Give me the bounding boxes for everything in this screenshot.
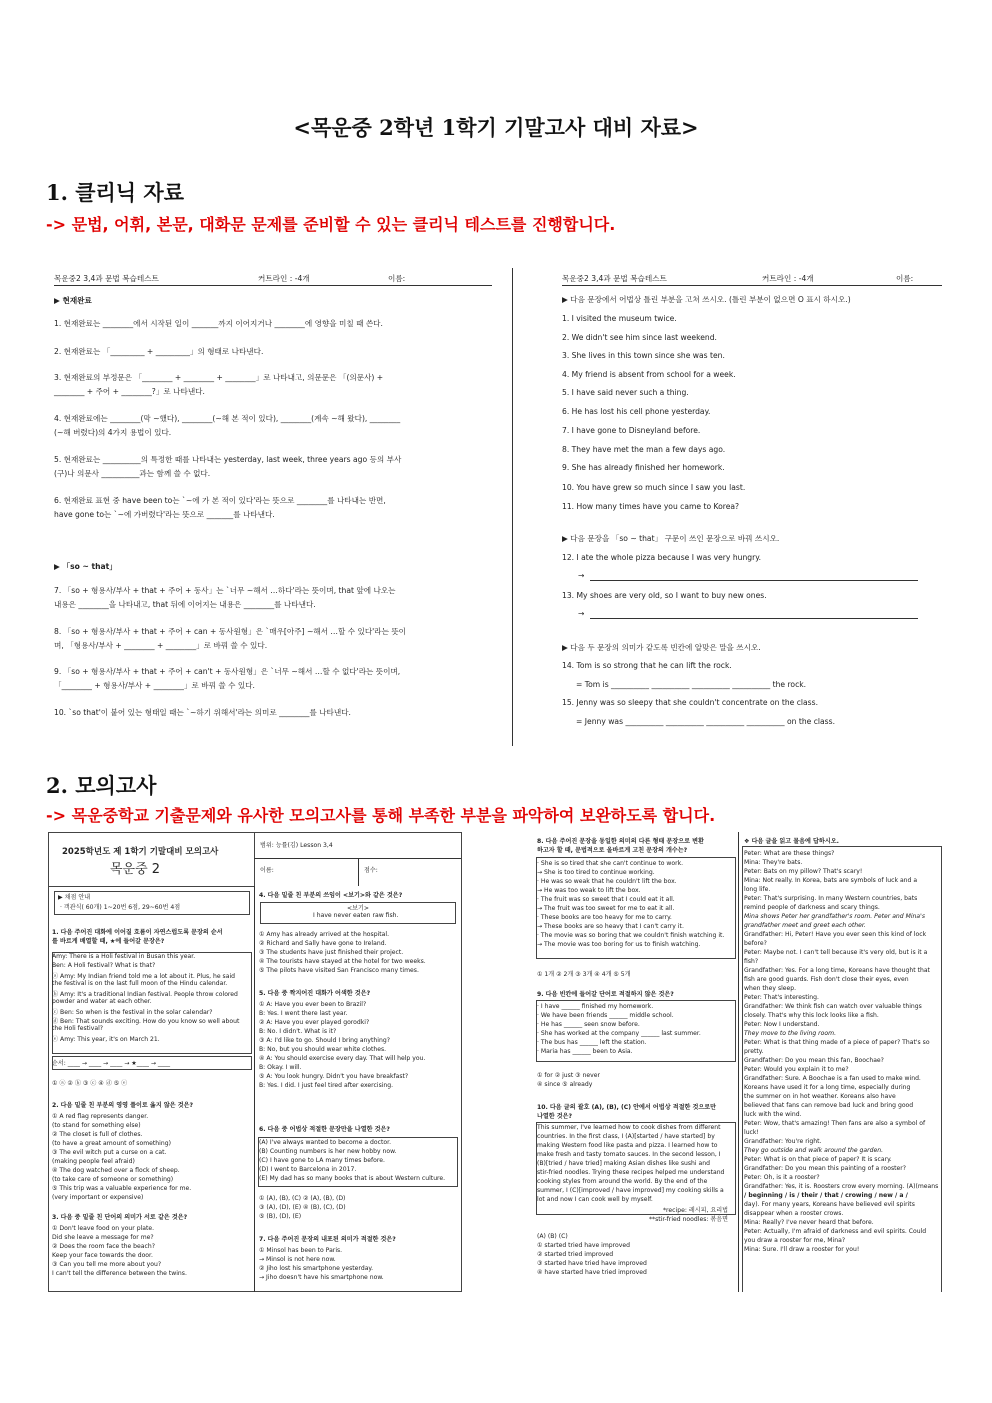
answer-choices: ③ started have tried have improved (537, 1260, 647, 1267)
question-line: ⑤ A: You look hungry. Didn't you have breakfast? (259, 1073, 409, 1080)
question-line: → He was too weak to lift the box. (537, 887, 641, 894)
answer-line (590, 618, 918, 619)
answer-choices: (A) (B) (C) (537, 1233, 568, 1240)
question-line: ① A: Have you ever been to Brazil? (259, 1001, 367, 1008)
page-title: <목운중 2학년 1학기 기말고사 대비 자료> (293, 115, 699, 140)
dialogue-line: fish are good guards. Fish don't close their eyes, even (744, 976, 909, 983)
dialogue-line: Grandfather: Do you mean this painting of a rooster? (744, 1165, 906, 1172)
exam-range: 범위: 능률(김) Lesson 3,4 (260, 842, 333, 849)
clinic-left-line: (~해 버렸다)의 4가지 용법이 있다. (54, 428, 172, 437)
answer-choices: ① (A), (B), (C) ② (A), (B), (D) (259, 1195, 346, 1202)
question-line: B: Okay. I will. (259, 1064, 302, 1071)
clinic-left-line: 7. 「so + 형용사/부사 + that + 주어 + 동사」는 `너무 ~해서 …하다'라는 뜻이며, that 앞에 나오는 (54, 586, 396, 595)
clinic-right-name: 이름: (896, 274, 914, 283)
question-line: (making people feel afraid) (52, 1158, 135, 1165)
passage-line: lot and now I can cook well by myself. (537, 1196, 653, 1203)
exam-school: 목운중 2 (110, 862, 161, 877)
question-line: 하고자 할 때, 문법적으로 올바르게 고친 문장의 개수는? (537, 847, 688, 854)
question-line: ① Minsol has been to Paris. (259, 1247, 343, 1254)
question-line: ③ The students have just finished their project. (259, 949, 404, 956)
clinic-left-line: 5. 현재완료는 __________의 특정한 때를 나타내는 yesterday, last week, three years ago 등의 부사 (54, 455, 402, 464)
clinic-left-line: 2. 현재완료는 「_________ + _________」의 형태로 나타낸다. (54, 347, 264, 356)
dialogue-line: disappear when a rooster crows. (744, 1210, 844, 1217)
dialogue-line: Peter: Would you explain it to me? (744, 1066, 849, 1073)
clinic-left-title: 목운중2 3,4과 문법 복습테스트 (54, 274, 159, 283)
clinic-right-line: 15. Jenny was so sleepy that she couldn't concentrate on the class. (562, 698, 818, 707)
question-line: I can't tell the difference between the twins. (52, 1270, 187, 1277)
clinic-right-line: ▶ 다음 두 문장의 의미가 같도록 빈칸에 알맞은 말을 쓰시오. (562, 643, 761, 652)
question-line: ② Jiho lost his smartphone yesterday. (259, 1265, 374, 1272)
question-line: Ben: A Holi festival? What is that? (52, 962, 156, 969)
dialogue-line: Grandfather: Yes, it is. Roosters crow every morning. (A)(means (744, 1183, 939, 1190)
question-line: Amy: There is a Holi festival in Busan this year. (52, 953, 196, 960)
question-line: B: Yes. I did. I just feel tired after exercising. (259, 1082, 394, 1089)
passage-line: stir-fried noodles. Trying these recipes helped me understand (537, 1169, 725, 1176)
dialogue-line: believed that fans can remove bad luck and bring good (744, 1102, 914, 1109)
clinic-right-line: 8. They have met the man a few days ago. (562, 445, 726, 454)
question-line: ⓐ Amy: My Indian friend told me a lot about it. Plus, he said (52, 973, 236, 980)
dialogue-line: closely. That's why this lock looks like a fish. (744, 1012, 879, 1019)
dialogue-line: Mina: Sure. I'll draw a rooster for you! (744, 1246, 860, 1253)
dialogue-line: you draw a rooster for me, Mina? (744, 1237, 846, 1244)
clinic-left-line: 며, 「형용사/부사 + ________ + ________」로 바꿔 쓸 수 있다. (54, 641, 268, 650)
clinic-left-line: 3. 현재완료의 부정문은 「________ + ________ + ________」로 나타내고, 의문문은 「(의문사) + (54, 373, 384, 382)
question-line: · He was so weak that he couldn't lift the box. (537, 878, 677, 885)
answer-choices: ⑤ (B), (D), (E) (259, 1213, 302, 1220)
clinic-right-line: 13. My shoes are very old, so I want to buy new ones. (562, 591, 767, 600)
dialogue-line: Koreans have used it for a long time, especially during (744, 1084, 911, 1091)
clinic-right-line: 4. My friend is absent from school for a week. (562, 370, 736, 379)
question-line: ⓔ Amy: This year, it's on March 21. (52, 1036, 160, 1043)
header-rule (358, 858, 359, 886)
question-6: 6. 다음 중 어법상 적절한 문장만을 나열한 것은? (259, 1126, 390, 1133)
dialogue-line: Grandfather: Hi, Peter! Have you ever seen this kind of lock (744, 931, 927, 938)
clinic-right-line: 14. Tom is so strong that he can lift the rock. (562, 661, 732, 670)
answer-choices: ① for ② just ③ never (537, 1072, 601, 1079)
clinic-right-line: ▶ 다음 문장에서 어법상 틀린 부분을 고쳐 쓰시오. (틀린 부분이 없으면 O 표시 하시오.) (562, 295, 851, 304)
example-sentence: I have never eaten raw fish. (313, 912, 399, 919)
question-5: 5. 다음 중 짝지어진 대화가 어색한 것은? (259, 990, 371, 997)
passage-line: cooking styles from around the world. By the end of the (537, 1178, 708, 1185)
scoring-notice: ▶ 채점 안내 · 객관식( 60개) 1~20번 6점, 29~60번 4점 (58, 894, 181, 911)
question-line: · We have been friends ______ middle school. (537, 1012, 674, 1019)
question-2: 2. 다음 밑줄 친 부분의 영영 풀이로 옳지 않은 것은? (52, 1102, 194, 1109)
clinic-left-line: 「________ + 형용사/부사 + ________」로 바꿔 쓸 수 있다. (54, 681, 255, 690)
question-line: → She is too tired to continue working. (537, 869, 655, 876)
question-4: 4. 다음 밑줄 친 부분의 쓰임이 <보기>와 같은 것은? (259, 892, 403, 899)
dialogue-line: Peter: What is that thing made of a piece of paper? That's so (744, 1039, 930, 1046)
question-line: → The fruit was too sweet for me to eat it all. (537, 905, 675, 912)
question-line: ⑤ This trip was a valuable experience for me. (52, 1185, 192, 1192)
question-line: (B) Counting numbers is her new hobby now. (259, 1148, 397, 1155)
exam-score: 점수: (364, 867, 378, 874)
dialogue-line: Mina: They're bats. (744, 859, 803, 866)
dialogue-line: Grandfather: We think fish can watch over valuable things (744, 1003, 922, 1010)
question-line: → The movie was too boring for us to finish watching. (537, 941, 701, 948)
page-divider (512, 268, 513, 746)
dialogue-line: when they sleep. (744, 985, 797, 992)
dialogue-line: Peter: Wow, that's amazing! Then fans are also a symbol of (744, 1120, 926, 1127)
clinic-right-line: ▶ 다음 문장을 「so ~ that」 구문이 쓰인 문장으로 바꿔 쓰시오. (562, 534, 780, 543)
passage-line: summer, I (C)[improved / have improved] my cooking skills a (537, 1187, 724, 1194)
question-line: → These books are so heavy that I can't carry it. (537, 923, 684, 930)
question-line: ② A: Have you ever played gorodki? (259, 1019, 370, 1026)
section2-description: -> 목운중학교 기출문제와 유사한 모의고사를 통해 부족한 부분을 파악하여 보완하도록 합니다. (46, 806, 716, 825)
question-line: ② Does the room face the beach? (52, 1243, 155, 1250)
question-line: · She has worked at the company ______ last summer. (537, 1030, 701, 1037)
question-line: powder and water at each other. (52, 998, 152, 1005)
question-line: · I have ______ finished my homework. (537, 1003, 654, 1010)
dialogue-line: Grandfather: Do you mean this fan, Boochae? (744, 1057, 884, 1064)
answer-choices: ② started tried improved (537, 1251, 614, 1258)
dialogue-line: before? (744, 940, 767, 947)
passage-heading: ❖ 다음 글을 읽고 물음에 답하시오. (744, 838, 839, 845)
clinic-right-line: 11. How many times have you came to Korea? (562, 502, 740, 511)
question-line: · Maria has ______ been to Asia. (537, 1048, 633, 1055)
question-line: · He has ______ seen snow before. (537, 1021, 640, 1028)
question-line: ⓓ Ben: That sounds exciting. How do you know so well about (52, 1018, 240, 1025)
clinic-right-cutline: 커트라인 : -4개 (762, 274, 814, 283)
dialogue-line: Peter: What is on that piece of paper? It is scary. (744, 1156, 892, 1163)
header-rule (562, 285, 942, 286)
dialogue-line: pretty. (744, 1048, 764, 1055)
clinic-right-line: 9. She has already finished her homework. (562, 463, 725, 472)
clinic-right-line: 6. He has lost his cell phone yesterday. (562, 407, 711, 416)
dialogue-line: day). For many years, Koreans have believed evil spirits (744, 1201, 915, 1208)
question-line: ④ The dog watched over a flock of sheep. (52, 1167, 180, 1174)
question-line: ② The closet is full of clothes. (52, 1131, 143, 1138)
dialogue-line: Peter: That's interesting. (744, 994, 819, 1001)
section2-heading: 2. 모의고사 (46, 773, 157, 798)
question-line: B: Yes. I went there last year. (259, 1010, 348, 1017)
question-line: ⑤ The pilots have visited San Francisco many times. (259, 967, 419, 974)
passage-line: This summer, I've learned how to cook dishes from different (537, 1124, 721, 1131)
clinic-left-line: (구)나 의문사 __________과는 함께 쓸 수 없다. (54, 469, 211, 478)
question-line: Keep your face towards the door. (52, 1252, 153, 1259)
section1-description: -> 문법, 어휘, 본문, 대화문 문제를 준비할 수 있는 클리닉 테스트를 진행합니다. (46, 215, 616, 234)
question-7: 7. 다음 주어진 문장의 내포된 의미가 적절한 것은? (259, 1236, 396, 1243)
question-line: (to stand for something else) (52, 1122, 141, 1129)
question-line: (very important or expensive) (52, 1194, 144, 1201)
dialogue-line: / beginning / is / their / that / crowing / new / a / (744, 1192, 908, 1199)
dialogue-line: Grandfather: Sure. A Boochae is a fan used to make wind. (744, 1075, 921, 1082)
question-line: → Jiho doesn't have his smartphone now. (259, 1274, 384, 1281)
dialogue-line: Mina: Really? I've never heard that before. (744, 1219, 874, 1226)
answer-line (590, 580, 918, 581)
dialogue-line: luck! (744, 1129, 759, 1136)
question-line: Did she leave a message for me? (52, 1234, 154, 1241)
question-3: 3. 다음 중 밑줄 친 단어의 의미가 서로 같은 것은? (52, 1214, 188, 1221)
question-line: ① Don't leave food on your plate. (52, 1225, 155, 1232)
question-line: · These books are too heavy for me to carry. (537, 914, 672, 921)
question-line: ③ The evil witch put a curse on a cat. (52, 1149, 167, 1156)
question-line: the festival is on the last full moon of the Hindu calendar. (52, 980, 228, 987)
dialogue-line: Grandfather: Yes. For a long time, Koreans have thought that (744, 967, 930, 974)
clinic-left-line: 6. 현재완료 표현 중 have been to는 `~에 가 본 적이 있다'라는 뜻으로 ________를 나타내는 반면, (54, 496, 386, 505)
question-line: ④ The tourists have stayed at the hotel for two weeks. (259, 958, 426, 965)
dialogue-line: Mina: Not really. In Korea, bats are symbols of luck and a (744, 877, 918, 884)
clinic-left-line: ________ + 주어 + ________?」로 나타낸다. (54, 387, 205, 396)
dialogue-line: remind people of darkness and scary things. (744, 904, 880, 911)
exam-name: 이름: (260, 867, 274, 874)
question-line: (C) I have gone to LA many times before. (259, 1157, 385, 1164)
question-1: 1. 다음 주어진 대화에 이어질 흐름이 자연스럽도록 문장의 순서 (52, 929, 223, 936)
question-line: ② Richard and Sally have gone to Ireland. (259, 940, 387, 947)
dialogue-line: Peter: What are these things? (744, 850, 835, 857)
clinic-left-line: 10. `so that'이 붙어 있는 형태일 때는 `~하기 위해서'라는 의미로 ________를 나타낸다. (54, 708, 351, 717)
question-line: → Minsol is not here now. (259, 1256, 336, 1263)
question-9: 9. 다음 빈칸에 들어갈 단어로 적절하지 않은 것은? (537, 991, 674, 998)
dialogue-line: Peter: Actually, I'm afraid of darkness and evil spirits. Could (744, 1228, 927, 1235)
question-line: ③ Can you tell me more about you? (52, 1261, 162, 1268)
section1-heading: 1. 클리닉 자료 (46, 180, 184, 205)
dialogue-line: luck with the wind. (744, 1111, 802, 1118)
clinic-left-page (48, 268, 500, 746)
question-line: 를 바르게 배열할 때, ★에 들어갈 문장은? (52, 938, 165, 945)
clinic-left-line: have gone to는 `~에 가버렸다'라는 뜻으로 _______를 나타낸다. (54, 510, 275, 519)
clinic-left-line: 9. 「so + 형용사/부사 + that + 주어 + can't + 동사원형」은 `너무 ~해서 …할 수 없다'라는 뜻이며, (54, 667, 401, 676)
passage-line: (B)[tried / have tried] making Asian dishes like sushi and (537, 1160, 710, 1167)
example-label: <보기> (347, 905, 369, 912)
answer-choices: ① started tried have improved (537, 1242, 630, 1249)
question-line: ① Amy has already arrived at the hospital. (259, 931, 390, 938)
dialogue-line: Peter: Maybe not. I can't tell because it's very old, but is it a (744, 949, 928, 956)
clinic-right-line: 2. We didn't see him since last weekend. (562, 333, 717, 342)
question-line: (A) I've always wanted to become a doctor. (259, 1139, 392, 1146)
passage-line: countries. In the first class, I (A)[started / have started] by (537, 1133, 715, 1140)
passage-line: make fresh and tasty tomato sauces. In the second lesson, I (537, 1151, 721, 1158)
dialogue-line: Grandfather: You're right. (744, 1138, 822, 1145)
clinic-left-line: 4. 현재완료에는 ________(막 ~했다), ________(~해 본 적이 있다), ________(계속 ~해 왔다), ________ (54, 414, 401, 423)
clinic-right-line: 12. I ate the whole pizza because I was very hungry. (562, 553, 762, 562)
footnote: **stir-fried noodles: 볶음면 (649, 1216, 729, 1223)
question-line: ④ A: You should exercise every day. That will help you. (259, 1055, 426, 1062)
footnote: *recipe: 레시피, 요리법 (663, 1207, 729, 1214)
stage-direction: grandfather meet and greet each other. (744, 922, 866, 929)
column-divider (738, 832, 739, 1292)
question-line: (to take care of someone or something) (52, 1176, 174, 1183)
question-line: · She is so tired that she can't continue to work. (537, 860, 684, 867)
question-line: 순서: ____ → ____ → ____ → ★____ → ____ (52, 1060, 171, 1067)
clinic-left-name: 이름: (388, 274, 406, 283)
question-line: B: No. I didn't. What is it? (259, 1028, 337, 1035)
answer-choices: ④ have started have tried improved (537, 1269, 647, 1276)
dialogue-line: Peter: Oh, is it a rooster? (744, 1174, 820, 1181)
question-line: ① A red flag represents danger. (52, 1113, 149, 1120)
clinic-right-line: 3. She lives in this town since she was ten. (562, 351, 725, 360)
clinic-left-line: 8. 「so + 형용사/부사 + that + 주어 + can + 동사원형」은 `매우[아주] ~해서 …할 수 있다'라는 뜻이 (54, 627, 406, 636)
clinic-right-line: 7. I have gone to Disneyland before. (562, 426, 701, 435)
stage-direction: They move to the living room. (744, 1030, 837, 1037)
answer-choices: ① 1개 ② 2개 ③ 3개 ④ 4개 ⑤ 5개 (537, 971, 631, 978)
question-10: 10. 다음 글의 괄호 (A), (B), (C) 안에서 어법상 적절한 것으로만 (537, 1104, 717, 1111)
question-line: ⓒ Ben: So when is the festival in the solar calendar? (52, 1009, 213, 1016)
question-line: (to have a great amount of something) (52, 1140, 171, 1147)
question-line: ⓑ Amy: It's a traditional Indian festival. People throw colored (52, 991, 238, 998)
clinic-left-cutline: 커트라인 : -4개 (258, 274, 310, 283)
clinic-left-line: ▶ 현재완료 (54, 296, 92, 305)
question-line: (E) My dad has so many books that is about Western culture. (259, 1175, 446, 1182)
clinic-right-title: 목운중2 3,4과 문법 복습테스트 (562, 274, 667, 283)
dialogue-line: fish? (744, 958, 759, 965)
clinic-left-line: 1. 현재완료는 ________에서 시작된 일이 _______까지 이어지거나 ________에 영향을 미칠 때 쓴다. (54, 319, 383, 328)
stage-direction: They go outside and walk around the garden. (744, 1147, 884, 1154)
dialogue-line: long life. (744, 886, 771, 893)
question-line: · The bus has ______ left the station. (537, 1039, 647, 1046)
clinic-right-page (512, 268, 944, 746)
answer-arrow: → (578, 609, 585, 618)
answer-choices: ③ (A), (D), (E) ④ (B), (C), (D) (259, 1204, 346, 1211)
clinic-right-line: = Jenny was __________ __________ __________ __________ on the class. (576, 717, 835, 726)
question-line: · The movie was so boring that we couldn't finish watching it. (537, 932, 725, 939)
exam-school-year: 2025학년도 제 1학기 기말대비 모의고사 (62, 847, 219, 857)
passage-line: making Western food like pasta and pizza. I learned how to (537, 1142, 718, 1149)
clinic-right-line: 1. I visited the museum twice. (562, 314, 677, 323)
clinic-left-line: 내용은 ________을 나타내고, that 뒤에 이어지는 내용은 ________를 나타낸다. (54, 600, 316, 609)
answer-choices: ④ since ⑤ already (537, 1081, 593, 1088)
dialogue-line: Peter: Bats on my pillow? That's scary! (744, 868, 863, 875)
question-line: ③ A: I'd like to go. Should I bring anything? (259, 1037, 390, 1044)
header-rule (54, 285, 492, 286)
clinic-right-line: 5. I have said never such a thing. (562, 388, 689, 397)
clinic-right-line: 10. You have grew so much since I saw you last. (562, 483, 746, 492)
clinic-right-line: = Tom is __________ __________ __________ __________ the rock. (576, 680, 807, 689)
dialogue-line: the summer on in hot weather. Koreans also have (744, 1093, 896, 1100)
exam-right-page (532, 832, 946, 1292)
stage-direction: Mina shows Peter her grandfather's room. Peter and Mina's (744, 913, 925, 920)
exam-left-page (48, 832, 462, 1292)
column-divider (254, 886, 255, 1292)
question-8: 8. 다음 주어진 문장을 동일한 의미의 다른 형태 문장으로 변환 (537, 838, 704, 845)
question-line: (D) I went to Barcelona in 2017. (259, 1166, 357, 1173)
question-line: B: No, but you should wear white clothes. (259, 1046, 387, 1053)
question-line: · The fruit was so sweet that I could eat it all. (537, 896, 675, 903)
dialogue-line: Peter: That's surprising. In many Western countries, bats (744, 895, 918, 902)
question-line: the Holi festival? (52, 1025, 103, 1032)
answer-arrow: → (578, 571, 585, 580)
clinic-left-line: ▶ 「so ~ that」 (54, 562, 117, 571)
answer-choices: ① ⓐ ② ⓑ ③ ⓒ ④ ⓓ ⑤ ⓔ (52, 1080, 128, 1087)
question-line: 나열한 것은? (537, 1113, 573, 1120)
dialogue-line: Peter: Now I understand. (744, 1021, 820, 1028)
